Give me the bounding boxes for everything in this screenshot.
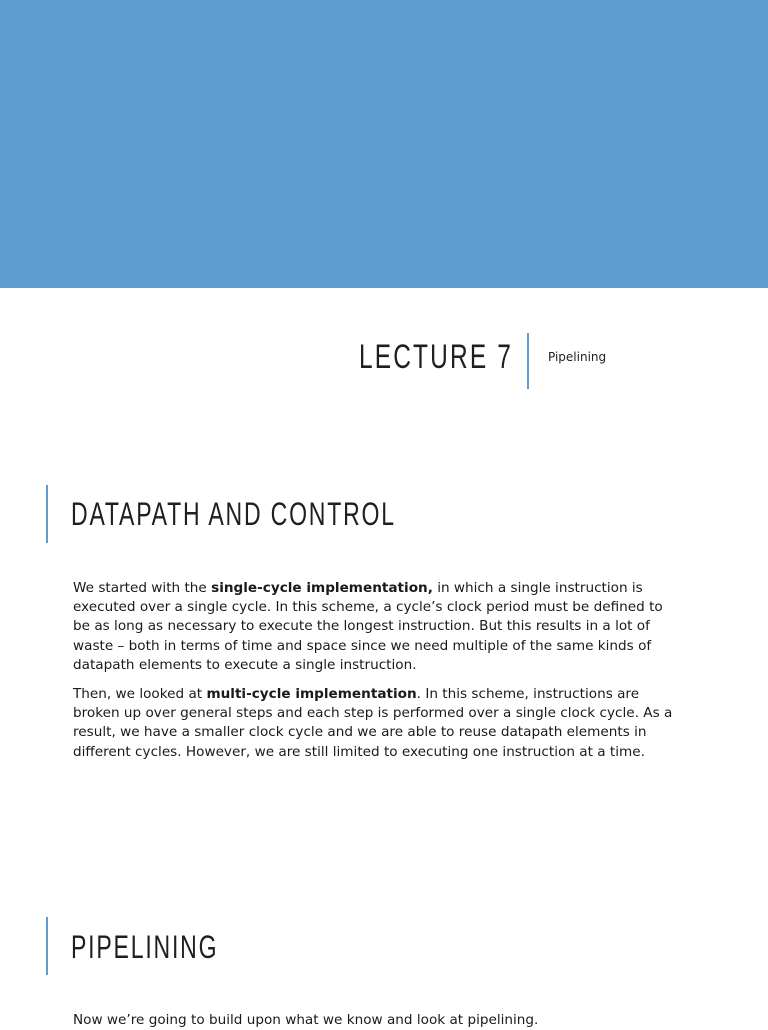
paragraph-single-cycle	[73, 579, 673, 675]
title-banner	[0, 0, 768, 288]
paragraph-text: Now we’re going to build upon what we know and look at pipelining.	[73, 1012, 539, 1028]
lecture-title-block	[0, 333, 768, 389]
paragraph-text: in which a single instruction is executed over a single cycle. In this scheme, a cycle’s clock period must be defined to be as long as necessary to execute the longest instruction. But this results in a lot of waste – both in terms of time and space since we need multiple of the same kinds of datapath elements to execute a single instruction.	[73, 580, 663, 673]
lecture-subtitle: Pipelining	[548, 350, 607, 364]
paragraph-text: We started with the	[73, 580, 212, 596]
lecture-title: LECTURE 7	[358, 338, 513, 376]
title-divider	[527, 333, 529, 389]
paragraph-text: Then, we looked at	[73, 686, 207, 702]
paragraph-pipelining-intro	[73, 1011, 673, 1030]
section-accent-bar	[46, 917, 48, 975]
section-heading: PIPELINING	[71, 929, 219, 965]
section-heading: DATAPATH AND CONTROL	[71, 496, 396, 532]
paragraph-bold-term: single-cycle implementation,	[211, 580, 433, 596]
paragraph-bold-term: multi-cycle implementation	[206, 686, 417, 702]
paragraph-text: . In this scheme, instructions are broken up over general steps and each step is performed over a single clock cycle. As a result, we have a smaller clock cycle and we are able to reuse datapath elements in different cycles. However, we are still limited to executing one instruction at a time.	[73, 686, 673, 760]
paragraph-multi-cycle	[73, 685, 673, 762]
section-accent-bar	[46, 485, 48, 543]
